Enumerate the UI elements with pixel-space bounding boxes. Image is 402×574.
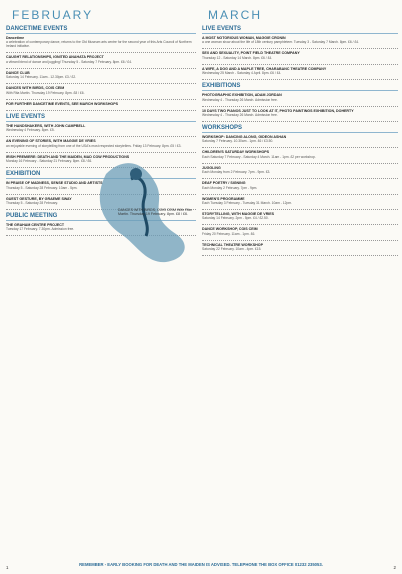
text-filler (202, 102, 398, 107)
event-description: Each Saturday 7 February - Saturday 4 March. 11am - 1pm. £2 per workshop. (202, 154, 316, 159)
event-title: GUEST GESTURE, BY GRAEME SWAY (6, 196, 72, 201)
event-description: Each Monday 2 February. 7pm - 9pm. (202, 185, 258, 190)
event-item (202, 181, 398, 194)
text-filler (6, 79, 196, 84)
march-sections (202, 26, 398, 256)
event-description: Thursday 5 - Saturday 28 February. (6, 201, 58, 206)
event-title: DEAF POETRY / SIGNING (202, 181, 246, 186)
event-description: Thursday 5 - Saturday 28 February. 10am - 5pm. (6, 185, 78, 190)
event-title: A WIFE, A DOG AND A MAPLE TREE, CHARABANC THEATRE COMPANY (202, 66, 327, 71)
event-title: A MOST NOTORIOUS WOMAN, MAGGIE CRONIN (202, 36, 286, 40)
section-heading: PUBLIC MEETING (6, 213, 196, 221)
event-description: Wednesday 4 - Thursday 26 March. Admission free. (202, 97, 278, 102)
event-description: Saturday 7 February. 10.30am - 1pm. £6 / £3.50. (202, 139, 274, 144)
event-description: a one woman show about the life of 18th century pamphleteer. Tuesday 3 - Saturday 7 March. 8pm. £6 / £4. (202, 40, 360, 45)
event-item (6, 124, 196, 137)
event-title: 10 DAYS TWO PIANOS JUST TO LOOK AT IT, PHOTO PAINTINGS EXHIBITION, DOHERTY (202, 108, 354, 113)
event-description: Friday 20 February. 11am - 1pm. £6. (202, 231, 256, 236)
event-title: DANCES WITH BIRDS, COIS CEIM (6, 86, 65, 91)
event-title: IN PRAISE OF MADNESS, SENSE STUDIO AND ARTISTS (6, 181, 103, 186)
event-item (202, 150, 398, 163)
text-filler (202, 205, 398, 210)
event-title: THE GRAHAM CENTRE PROJECT (6, 223, 65, 228)
event-title: CAUGHT RELATIONSHIPS, IGNITED ANAHATA PROJECT (6, 55, 104, 60)
section-heading: LIVE EVENTS (202, 26, 398, 34)
event-description: an enjoyable evening of storytelling from one of the USA's most respected storytellers. Friday 13 February. 8pm. £5 / £3. (6, 143, 182, 148)
text-filler (202, 236, 398, 241)
event-description: Saturday 14 February. 2pm - 5pm. £4 / £2.50. (202, 216, 269, 221)
event-item (202, 212, 398, 225)
text-filler (202, 159, 398, 164)
text-filler (202, 60, 398, 65)
text-filler (202, 117, 398, 122)
event-description: Wednesday 25 March - Saturday 4 April. 8pm. £6 / £4. (202, 71, 282, 76)
event-item (6, 71, 196, 84)
event-item (202, 243, 398, 256)
text-filler (202, 174, 398, 179)
event-title: THE HANDSHAKERS, WITH JOHN CAMPBELL (6, 124, 86, 129)
section-heading: WORKSHOPS (202, 125, 398, 133)
text-filler (202, 190, 398, 195)
event-item (6, 102, 196, 111)
event-item (6, 86, 196, 99)
event-description: Each Monday from 2 February. 7pm - 9pm. £3. (202, 170, 271, 175)
event-description: Tuesday 17 February. 7.30pm. Admission free. (6, 227, 75, 232)
text-filler (6, 64, 196, 69)
booking-footer: REMEMBER - EARLY BOOKING FOR DEATH AND THE MAIDEN IS ADVISED. TELEPHONE THE BOX OFFICE 01232 235053. (79, 562, 323, 567)
event-title: IRISH PREMIERE: DEATH AND THE MAIDEN, MAD COW PRODUCTIONS (6, 154, 130, 159)
event-item (6, 36, 196, 53)
event-item (202, 51, 398, 64)
event-title: PHOTOGRAPHIC EXHIBITION, ADAM JORDAN (202, 93, 282, 98)
event-description: Wednesday 4 - Thursday 26 March. Admission free. (202, 113, 278, 118)
section-heading: LIVE EVENTS (6, 114, 196, 122)
event-title: STORYTELLING, WITH MAGGIE DE VRIES (202, 212, 275, 217)
event-item (6, 55, 196, 68)
section-heading: DANCETIME EVENTS (6, 26, 196, 34)
march-column (202, 6, 398, 258)
month-heading-march: MARCH (208, 8, 262, 22)
page-number-left: 1 (6, 565, 9, 570)
month-heading-february: FEBRUARY (12, 8, 94, 22)
text-filler (202, 75, 398, 80)
event-title: JUGGLING (202, 165, 221, 170)
event-title: CHILDREN'S SATURDAY WORKSHOPS (202, 150, 270, 155)
section-heading: EXHIBITION (6, 171, 196, 179)
event-description: a vibrant blend of dance and juggling! Thursday 5 - Saturday 7 February. 8pm. £6 / £4. (6, 59, 132, 64)
event-description: a celebration of contemporary dance, returns to the Old Museum arts centre for the second year of this Arts Council of Northern Ireland initiative. (6, 40, 192, 49)
event-item (202, 135, 398, 148)
event-title: FOR FURTHER DANCETIME EVENTS, SEE MARCH WORKSHOPS (6, 101, 119, 106)
event-title: DANCE CLUB (6, 70, 30, 75)
event-item (202, 36, 398, 49)
text-filler (202, 251, 398, 256)
event-description: Saturday 14 February. 11am - 12.30pm. £3 / £2. (6, 75, 77, 80)
text-filler (202, 220, 398, 225)
text-filler (202, 143, 398, 148)
photo-caption: DANCES WITH BIRDS, COIS CEIM With Rita Martin. Thursday 19 February. 8pm. £8 / £6. (118, 208, 192, 217)
event-title: AN EVENING OF STORIES, WITH MAGGIE DE VRIES (6, 139, 96, 144)
event-item (202, 109, 398, 122)
event-title: WORKSHOP: DANCING ALONG, GIDEON ASHAN (202, 135, 287, 140)
event-title: SEX AND SEXUALITY, POINT FIELD THEATRE COMPANY (202, 51, 300, 56)
text-filler (202, 44, 398, 49)
event-item (202, 227, 398, 240)
event-description: Saturday 22 February. 10am - 4pm. £15. (202, 247, 262, 252)
event-item (202, 166, 398, 179)
event-description: Wednesday 4 February. 8pm. £5. (6, 128, 55, 133)
text-filler (6, 48, 196, 53)
event-description: Each Tuesday 3 February - Tuesday 31 March. 10am - 12pm. (202, 201, 292, 206)
event-description: With Rita Martin. Thursday 19 February. 8pm. £8 / £6. (6, 90, 85, 95)
event-item (202, 197, 398, 210)
event-description: Monday 16 February - Saturday 21 February. 8pm. £8 / £6. (6, 159, 93, 164)
event-item (202, 67, 398, 80)
event-title: Dancetime (6, 36, 25, 40)
event-title: DANCE WORKSHOP, COIS CEIM (202, 227, 258, 232)
text-filler (6, 95, 196, 100)
text-filler (6, 132, 196, 137)
event-title: TECHNICAL THEATRE WORKSHOP (202, 242, 263, 247)
event-item (202, 93, 398, 106)
text-filler (6, 106, 196, 111)
section-heading: EXHIBITIONS (202, 83, 398, 91)
event-title: WOMEN'S PROGRAMME (202, 196, 245, 201)
event-description: Thursday 12 - Saturday 14 March. 8pm. £6 / £4. (202, 55, 273, 60)
page-number-right: 2 (393, 565, 396, 570)
